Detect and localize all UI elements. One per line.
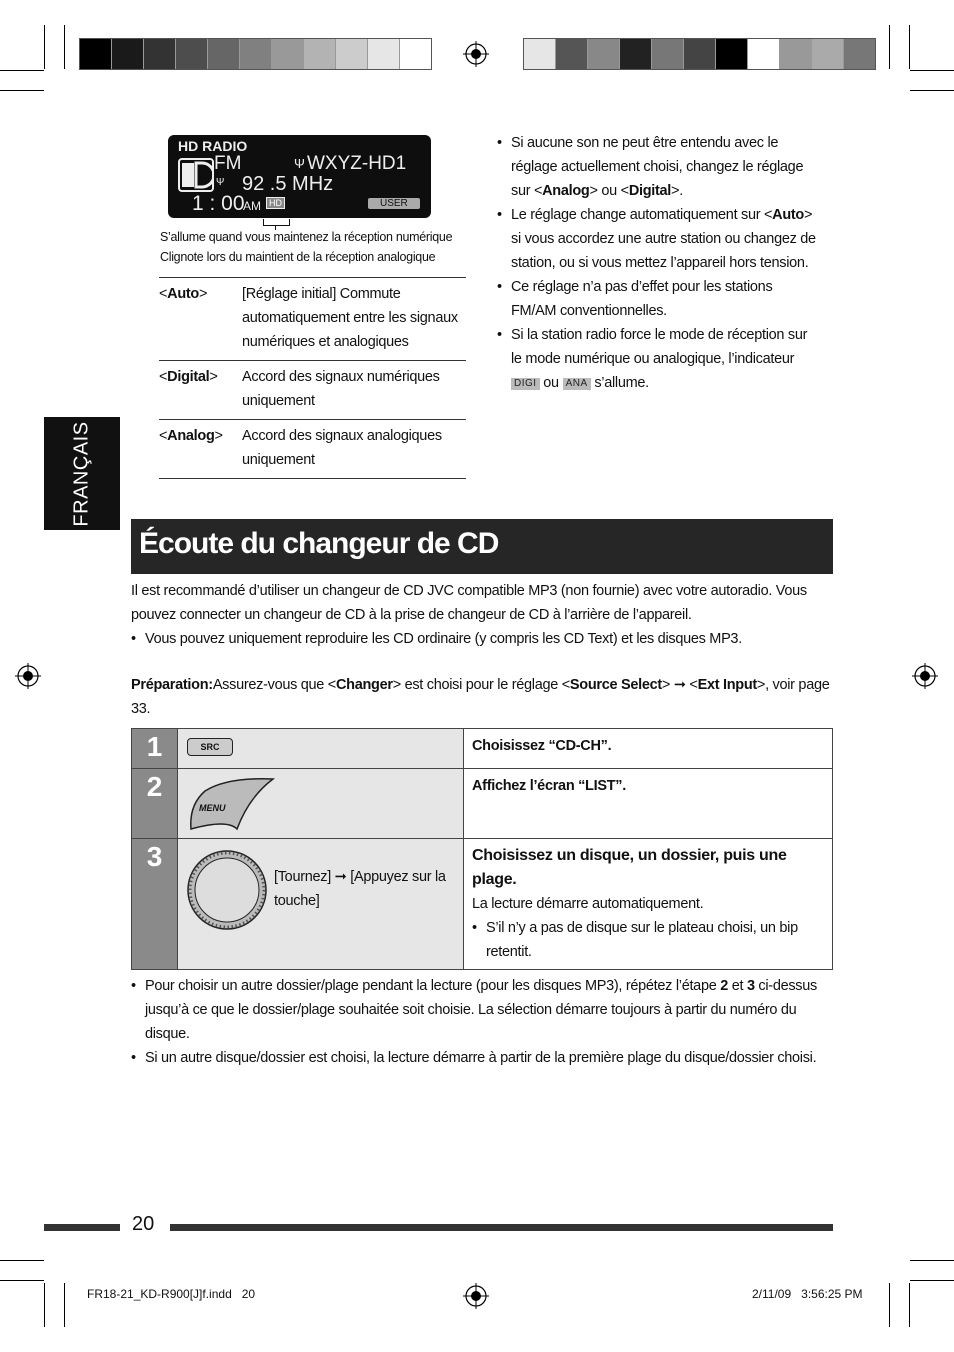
radio-display bbox=[168, 135, 431, 218]
step-number: 2 bbox=[132, 769, 178, 839]
section-title: Écoute du changeur de CD bbox=[139, 527, 499, 560]
step-number: 3 bbox=[132, 839, 178, 970]
footer-notes-list bbox=[131, 974, 834, 1070]
option-key: <Analog> bbox=[159, 420, 242, 479]
table-row bbox=[132, 729, 833, 769]
antenna-icon: Ψ bbox=[294, 156, 305, 171]
hd-badge: HD bbox=[266, 197, 285, 209]
steps-table bbox=[131, 728, 833, 970]
step-number: 1 bbox=[132, 729, 178, 769]
src-button: SRC bbox=[187, 738, 233, 756]
intro-paragraph: Il est recommandé d’utiliser un changeur de CD JVC compatible MP3 (non fournie) avec votre autoradio. Vous pouvez connecter un changeur de CD à la prise de changeur de CD à l’arrière de l’appareil. bbox=[131, 583, 807, 623]
hd-radio-label: HD RADIO bbox=[178, 138, 248, 154]
preparation-label: Préparation: bbox=[131, 677, 213, 693]
reception-mode-table bbox=[159, 277, 466, 479]
page-number: 20 bbox=[132, 1213, 155, 1235]
digi-indicator: DIGI bbox=[511, 378, 540, 390]
step-detail: La lecture démarre automatiquement. bbox=[472, 896, 704, 912]
reception-notes-list bbox=[497, 131, 819, 395]
step-illustration bbox=[178, 839, 464, 970]
registration-mark-icon bbox=[15, 663, 41, 689]
step-notes bbox=[472, 916, 824, 964]
table-row bbox=[159, 278, 466, 361]
footer-rule bbox=[170, 1224, 833, 1231]
indicator-note bbox=[160, 227, 480, 267]
section-header bbox=[131, 519, 833, 574]
indicator-note-line: Clignote lors du maintient de la réception analogique bbox=[160, 250, 436, 264]
list-item: • Vous pouvez uniquement reproduire les CD ordinaire (y compris les CD Text) et les disques MP3. bbox=[131, 627, 834, 651]
control-dial-icon bbox=[186, 849, 268, 931]
step-text: Choisissez “CD-CH”. bbox=[464, 729, 833, 769]
dial-caption: [Tournez] ➞ [Appuyez sur la touche] bbox=[274, 869, 446, 909]
table-row bbox=[132, 839, 833, 970]
registration-mark-icon bbox=[463, 41, 489, 67]
step-illustration bbox=[178, 729, 464, 769]
arrow-icon: ➞ bbox=[673, 677, 686, 693]
list-item: • Ce réglage n’a pas d’effet pour les stations FM/AM conventionnelles. bbox=[497, 275, 819, 323]
svg-text:MENU: MENU bbox=[199, 803, 226, 813]
option-desc: Accord des signaux numériques uniquement bbox=[242, 361, 466, 420]
registration-mark-icon bbox=[463, 1283, 489, 1309]
option-key: <Digital> bbox=[159, 361, 242, 420]
signal-icon: Ψ bbox=[216, 177, 225, 188]
frequency: 92 .5 MHz bbox=[242, 173, 334, 195]
list-item: • S’il n’y a pas de disque sur le plateau choisi, un bip retentit. bbox=[472, 916, 824, 964]
footer-rule bbox=[44, 1224, 120, 1231]
slug-file: FR18-21_KD-R900[J]f.indd 20 bbox=[87, 1287, 256, 1301]
hd-logo-icon bbox=[178, 158, 214, 192]
language-tab bbox=[44, 417, 120, 530]
step-text: Affichez l’écran “LIST”. bbox=[464, 769, 833, 839]
table-row bbox=[132, 769, 833, 839]
step-title: Choisissez un disque, un dossier, puis une plage. bbox=[472, 847, 787, 888]
list-item: • Le réglage change automatiquement sur <Auto> si vous accordez une autre station ou changez de station, ou si vous mettez l’appareil hors tension. bbox=[497, 203, 819, 275]
band-label: FM bbox=[214, 153, 242, 174]
list-item: • Si la station radio force le mode de réception sur le mode numérique ou analogique, l’indicateur DIGI ou ANA s’allume. bbox=[497, 323, 819, 395]
color-bar-right bbox=[523, 38, 876, 70]
table-row bbox=[159, 361, 466, 420]
hd-indicator-leader bbox=[263, 219, 290, 226]
option-desc: Accord des signaux analogiques uniquement bbox=[242, 420, 466, 479]
option-key: <Auto> bbox=[159, 278, 242, 361]
am-label: AM bbox=[243, 199, 261, 213]
preparation-note: Préparation:Assurez-vous que <Changer> est choisi pour le réglage <Source Select> ➞ <Ext Input>, voir page 33. bbox=[131, 677, 830, 717]
list-item: • Si aucune son ne peut être entendu avec le réglage actuellement choisi, changez le réglage sur <Analog> ou <Digital>. bbox=[497, 131, 819, 203]
indicator-note-line: S’allume quand vous maintenez la réception numérique bbox=[160, 230, 453, 244]
color-bar-left bbox=[79, 38, 432, 70]
list-item: • Pour choisir un autre dossier/plage pendant la lecture (pour les disques MP3), répétez l’étape 2 et 3 ci-dessus jusqu’à ce que le dossier/plage souhaitée soit choisie. La sélection démarre toujours à partir du numéro du disque. bbox=[131, 974, 834, 1046]
intro-list bbox=[131, 627, 834, 651]
station-name: WXYZ-HD1 bbox=[307, 153, 407, 174]
menu-button-icon bbox=[187, 775, 277, 833]
intro-text bbox=[131, 579, 834, 651]
registration-mark-icon bbox=[912, 663, 938, 689]
step-illustration bbox=[178, 769, 464, 839]
slug-date: 2/11/09 3:56:25 PM bbox=[752, 1287, 863, 1301]
clock: 1 : 00 bbox=[192, 192, 245, 215]
list-item: • Si un autre disque/dossier est choisi, la lecture démarre à partir de la première plage du disque/dossier choisi. bbox=[131, 1046, 834, 1070]
option-desc: [Réglage initial] Commute automatiquement entre les signaux numériques et analogiques bbox=[242, 278, 466, 361]
user-badge: USER bbox=[368, 198, 420, 209]
ana-indicator: ANA bbox=[563, 378, 591, 390]
step-text bbox=[464, 839, 833, 970]
table-row bbox=[159, 420, 466, 479]
language-tab-label: FRANÇAIS bbox=[70, 420, 93, 527]
